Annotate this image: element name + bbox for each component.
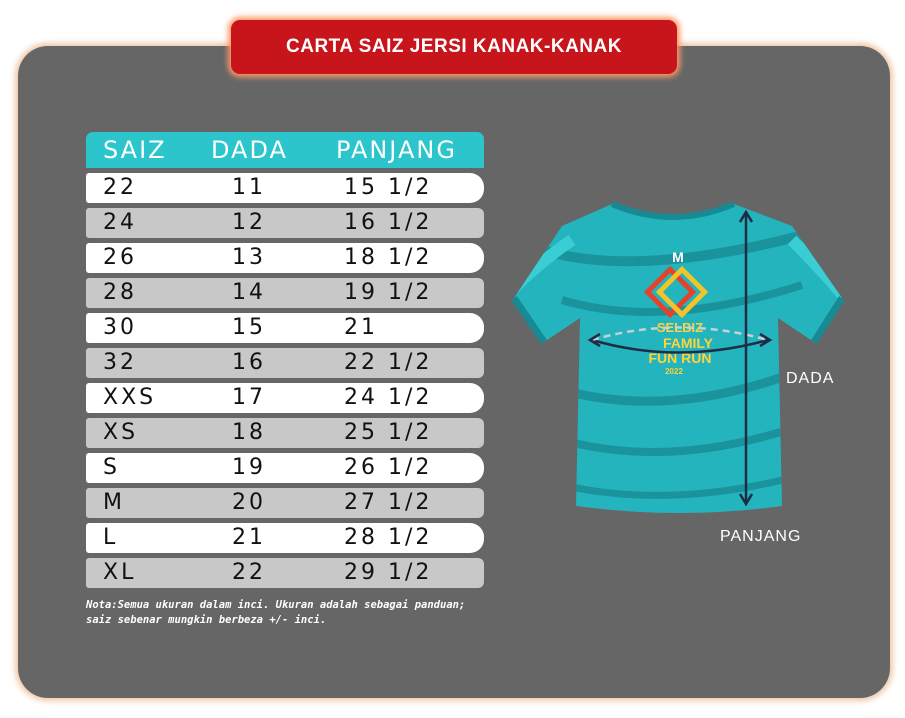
page-title: CARTA SAIZ JERSI KANAK-KANAK bbox=[286, 36, 622, 57]
cell-saiz: 30 bbox=[103, 315, 137, 340]
header-saiz: SAIZ bbox=[103, 136, 167, 164]
cell-saiz: 26 bbox=[103, 245, 137, 270]
cell-dada: 14 bbox=[232, 280, 266, 305]
logo-line-2: FAMILY bbox=[662, 335, 714, 351]
cell-panjang: 21 bbox=[344, 315, 378, 340]
cell-panjang: 22 1/2 bbox=[344, 350, 433, 375]
cell-dada: 21 bbox=[232, 525, 266, 550]
cell-saiz: 32 bbox=[103, 350, 137, 375]
table-row bbox=[86, 278, 484, 308]
cell-saiz: L bbox=[103, 525, 119, 550]
cell-saiz: M bbox=[103, 490, 125, 515]
table-row bbox=[86, 243, 484, 273]
cell-dada: 13 bbox=[232, 245, 266, 270]
cell-panjang: 28 1/2 bbox=[344, 525, 433, 550]
jersey-illustration bbox=[502, 190, 862, 530]
table-header bbox=[86, 132, 484, 168]
dada-label: DADA bbox=[786, 370, 835, 387]
header-panjang: PANJANG bbox=[336, 136, 457, 164]
cell-saiz: XXS bbox=[103, 385, 157, 410]
header-dada: DADA bbox=[211, 136, 288, 164]
footnote: Nota:Semua ukuran dalam inci. Ukuran adalah sebagai panduan; saiz sebenar mungkin berbeza +/- inci. bbox=[86, 599, 466, 626]
table-row bbox=[86, 313, 484, 343]
cell-saiz: 24 bbox=[103, 210, 137, 235]
cell-dada: 11 bbox=[232, 175, 266, 200]
cell-panjang: 25 1/2 bbox=[344, 420, 433, 445]
cell-dada: 17 bbox=[232, 385, 266, 410]
cell-dada: 18 bbox=[232, 420, 266, 445]
cell-saiz: S bbox=[103, 455, 120, 480]
cell-dada: 20 bbox=[232, 490, 266, 515]
title-banner bbox=[231, 20, 677, 74]
cell-panjang: 29 1/2 bbox=[344, 560, 433, 585]
cell-dada: 15 bbox=[232, 315, 266, 340]
cell-panjang: 26 1/2 bbox=[344, 455, 433, 480]
cell-dada: 12 bbox=[232, 210, 266, 235]
table-row bbox=[86, 383, 484, 413]
cell-saiz: 22 bbox=[103, 175, 137, 200]
cell-panjang: 24 1/2 bbox=[344, 385, 433, 410]
table-row bbox=[86, 348, 484, 378]
table-row bbox=[86, 523, 484, 553]
panjang-label: PANJANG bbox=[720, 528, 802, 545]
cell-saiz: 28 bbox=[103, 280, 137, 305]
table-row bbox=[86, 173, 484, 203]
table-row bbox=[86, 488, 484, 518]
logo-line-1: SELBIZ bbox=[656, 320, 704, 335]
cell-dada: 22 bbox=[232, 560, 266, 585]
cell-panjang: 27 1/2 bbox=[344, 490, 433, 515]
table-row bbox=[86, 418, 484, 448]
cell-panjang: 15 1/2 bbox=[344, 175, 433, 200]
cell-saiz: XS bbox=[103, 420, 139, 445]
cell-panjang: 18 1/2 bbox=[344, 245, 433, 270]
brand-logo: M bbox=[672, 249, 684, 265]
size-table bbox=[86, 132, 484, 588]
cell-saiz: XL bbox=[103, 560, 137, 585]
table-row bbox=[86, 558, 484, 588]
cell-dada: 19 bbox=[232, 455, 266, 480]
cell-dada: 16 bbox=[232, 350, 266, 375]
cell-panjang: 16 1/2 bbox=[344, 210, 433, 235]
logo-line-3: FUN RUN bbox=[648, 350, 712, 366]
table-row bbox=[86, 208, 484, 238]
logo-line-4: 2022 bbox=[665, 367, 683, 376]
cell-panjang: 19 1/2 bbox=[344, 280, 433, 305]
table-row bbox=[86, 453, 484, 483]
